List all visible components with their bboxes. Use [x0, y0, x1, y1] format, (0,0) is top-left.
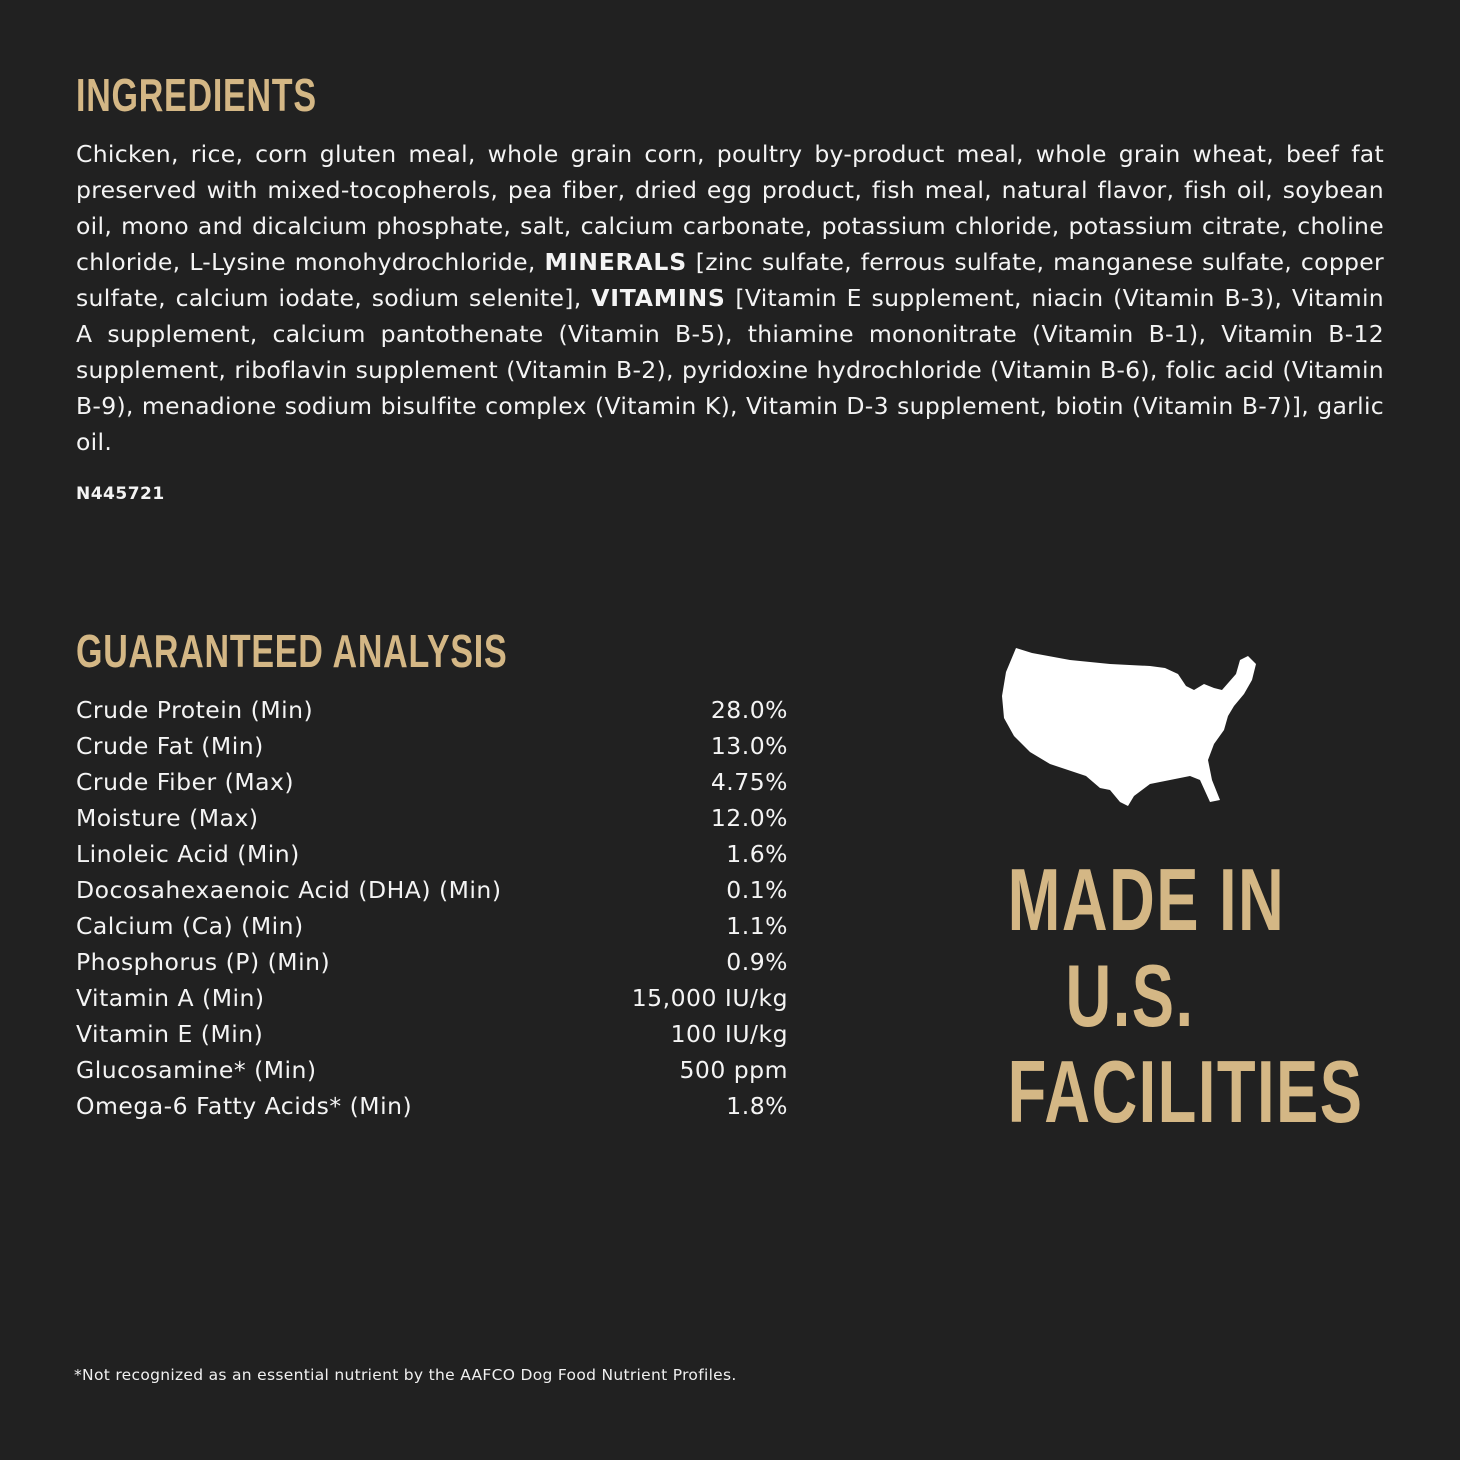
nutrient-label: Crude Protein (Min) [76, 696, 314, 724]
nutrient-value: 100 IU/kg [670, 1020, 788, 1048]
nutrient-value: 28.0% [710, 696, 788, 724]
nutrient-label: Calcium (Ca) (Min) [76, 912, 304, 940]
nutrient-value: 1.8% [726, 1092, 788, 1120]
analysis-row [76, 764, 788, 800]
usa-map-icon [1000, 648, 1262, 810]
ingredients-text-part-1: Chicken, rice, corn gluten meal, whole grain corn, poultry by-product meal, whole grain wheat, beef fat preserved with mixed-tocopherols, pea fiber, dried egg product, fish meal, natural flavor, fish oil, soybean oil, mono and dicalcium phosphate, salt, calcium carbonate, potassium chloride, potassium citrate, choline chloride, L-Lysine monohydrochloride, [76, 140, 1384, 276]
nutrient-label: Phosphorus (P) (Min) [76, 948, 331, 976]
analysis-row [76, 980, 788, 1016]
nutrient-value: 13.0% [710, 732, 788, 760]
product-code: N445721 [76, 484, 165, 504]
ingredients-text-part-2: [zinc sulfate, ferrous sulfate, manganese sulfate, copper sulfate, calcium iodate, sodium selenite], [76, 248, 1384, 312]
nutrient-value: 4.75% [710, 768, 788, 796]
analysis-row [76, 836, 788, 872]
analysis-table [76, 692, 788, 1124]
ingredients-text-part-3: [Vitamin E supplement, niacin (Vitamin B-3), Vitamin A supplement, calcium pantothenate (Vitamin B-5), thiamine mononitrate (Vitamin B-1), Vitamin B-12 supplement, riboflavin supplement (Vitamin B-2), pyridoxine hydrochloride (Vitamin B-6), folic acid (Vitamin B-9), menadione sodium bisulfite complex (Vitamin K), Vitamin D-3 supplement, biotin (Vitamin B-7)], garlic oil. [76, 284, 1384, 456]
nutrient-value: 0.9% [726, 948, 788, 976]
analysis-row [76, 728, 788, 764]
analysis-row [76, 800, 788, 836]
nutrient-value: 0.1% [726, 876, 788, 904]
analysis-heading: GUARANTEED ANALYSIS [76, 625, 508, 677]
vitamins-label: VITAMINS [591, 284, 726, 312]
nutrient-label: Crude Fat (Min) [76, 732, 264, 760]
made-in-us-facilities [960, 850, 1364, 1141]
analysis-row [76, 944, 788, 980]
analysis-row [76, 692, 788, 728]
minerals-label: MINERALS [544, 248, 687, 276]
analysis-row [76, 872, 788, 908]
nutrient-value: 12.0% [710, 804, 788, 832]
made-in-line-2: U.S. [1065, 946, 1195, 1045]
made-in-line-3: FACILITIES [1007, 1042, 1364, 1141]
nutrient-label: Crude Fiber (Max) [76, 768, 295, 796]
analysis-row [76, 1052, 788, 1088]
made-in-line-1: MADE IN [1007, 850, 1286, 949]
ingredients-heading: INGREDIENTS [76, 69, 317, 121]
nutrient-value: 500 ppm [679, 1056, 788, 1084]
ingredients-text [76, 136, 1384, 460]
nutrient-value: 1.6% [726, 840, 788, 868]
nutrient-label: Glucosamine* (Min) [76, 1056, 317, 1084]
nutrient-label: Linoleic Acid (Min) [76, 840, 300, 868]
nutrient-label: Vitamin A (Min) [76, 984, 265, 1012]
footnote: *Not recognized as an essential nutrient by the AAFCO Dog Food Nutrient Profiles. [74, 1366, 737, 1384]
nutrient-value: 15,000 IU/kg [631, 984, 788, 1012]
nutrient-label: Moisture (Max) [76, 804, 259, 832]
analysis-row [76, 1088, 788, 1124]
nutrient-label: Omega-6 Fatty Acids* (Min) [76, 1092, 413, 1120]
nutrient-value: 1.1% [726, 912, 788, 940]
nutrient-label: Docosahexaenoic Acid (DHA) (Min) [76, 876, 502, 904]
analysis-row [76, 908, 788, 944]
analysis-row [76, 1016, 788, 1052]
nutrient-label: Vitamin E (Min) [76, 1020, 264, 1048]
